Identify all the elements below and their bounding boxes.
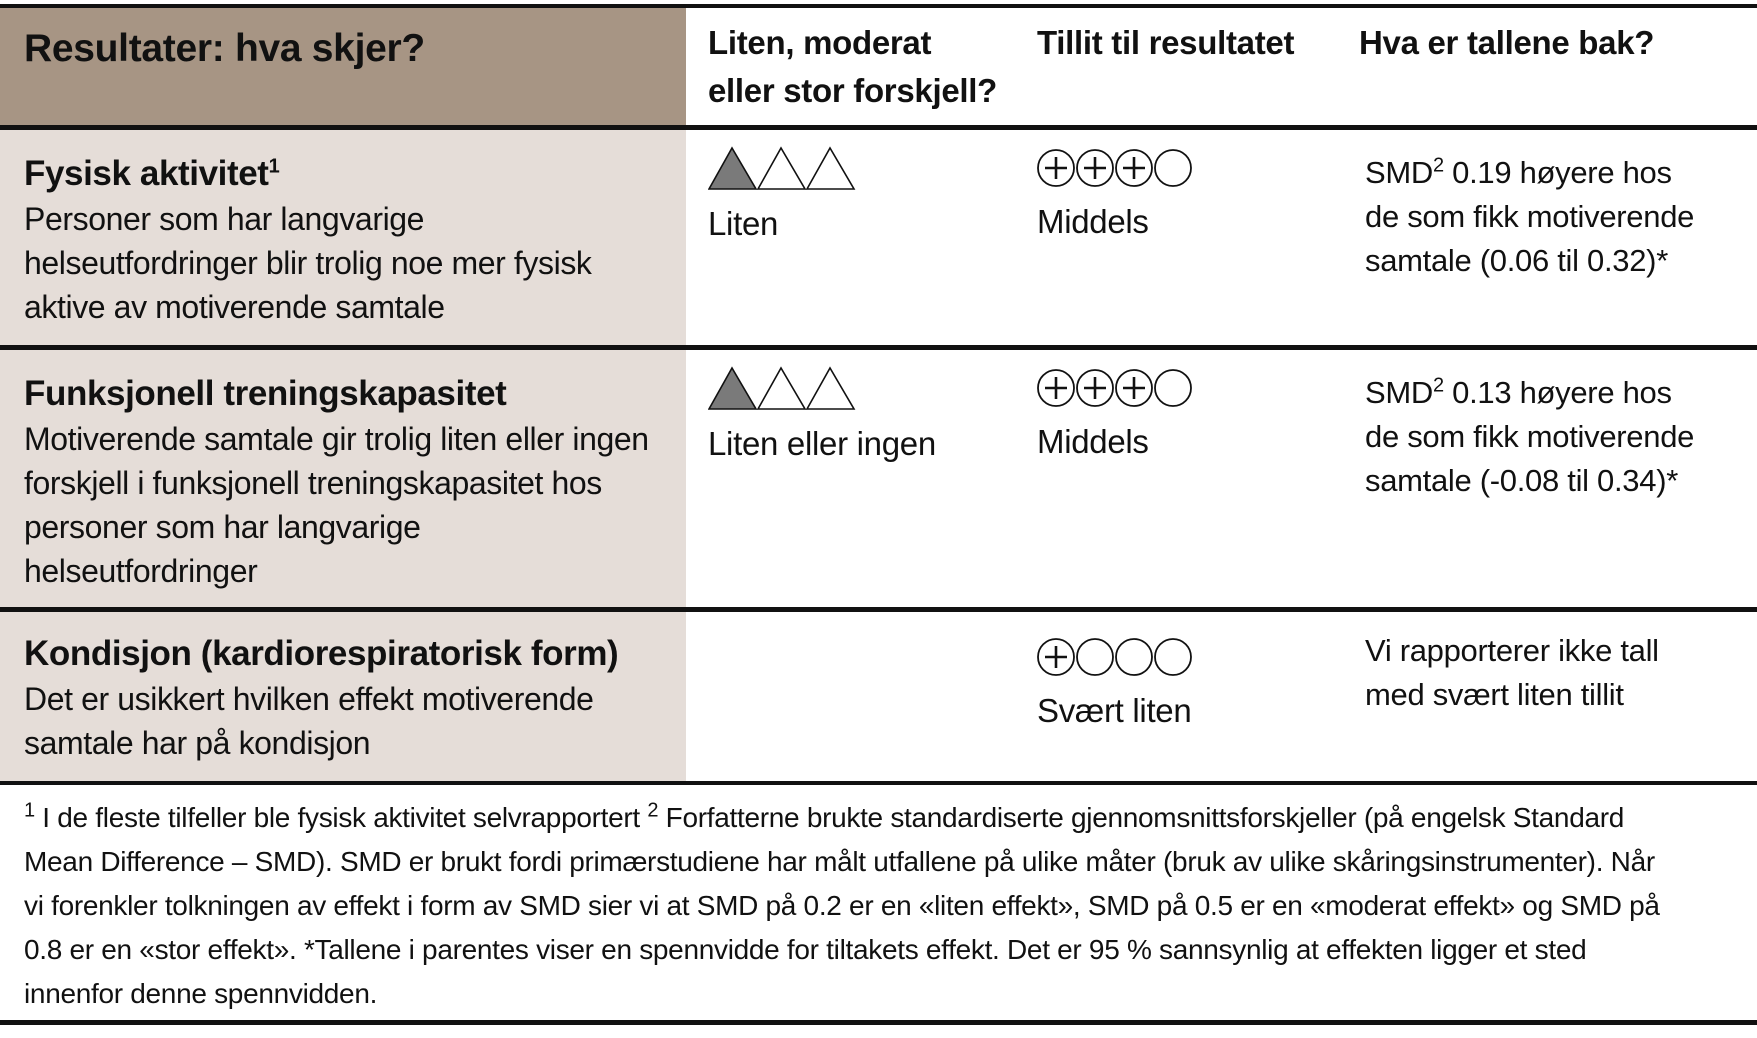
footnote-line: $^1$ I de fleste tilfeller ble fysisk aktivitet selvrapportert $^2$ Forfatterne brukte standardiserte gjennomsnittsforskjeller (på engelsk Standard: [24, 799, 1625, 833]
outcome-title: Kondisjon (kardiorespiratorisk form): [24, 634, 619, 673]
outcome-description-line: Personer som har langvarige: [24, 201, 425, 237]
header-row: [0, 7, 1757, 126]
footnote-line: innenfor denne spennvidden.: [24, 978, 378, 1009]
certainty-circles: [1037, 637, 1197, 679]
certainty-circle-icon: [1155, 150, 1191, 186]
effect-cell: [686, 129, 1016, 345]
certainty-cell: [1016, 611, 1346, 781]
effect-cell: [686, 349, 1016, 607]
effect-triangle-icon: [807, 148, 854, 189]
effect-triangle-icon: [758, 368, 805, 409]
outcome-description-line: Motiverende samtale gir trolig liten eller ingen: [24, 421, 649, 457]
footnote: [24, 796, 1740, 1016]
outcome-description-line: samtale har på kondisjon: [24, 725, 371, 761]
effect-cell-empty: [686, 611, 1016, 781]
header-numbers-cell: [1346, 7, 1757, 126]
certainty-cell: [1016, 129, 1346, 345]
outcome-row-functional-capacity: [0, 349, 1757, 607]
outcome-cell: [0, 129, 686, 345]
certainty-label: Middels: [1037, 423, 1149, 460]
header-effect-line2: eller stor forskjell?: [708, 72, 997, 109]
numbers-line: med svært liten tillit: [1365, 677, 1624, 712]
numbers-line: SMD$^2$ 0.19 høyere hos: [1365, 154, 1672, 190]
outcome-row-physical-activity: [0, 129, 1757, 345]
rule-row-divider: [0, 345, 1757, 350]
outcome-description-line: Det er usikkert hvilken effekt motiverende: [24, 681, 594, 717]
rule-under-header: [0, 125, 1757, 130]
numbers-cell: [1346, 611, 1757, 781]
numbers-cell: [1346, 129, 1757, 345]
header-certainty-cell: [1016, 7, 1346, 126]
triangle-icons: [708, 366, 858, 412]
outcome-description-line: forskjell i funksjonell treningskapasitet hos: [24, 465, 602, 501]
rule-top: [0, 4, 1757, 8]
header-effect-line1: Liten, moderat: [708, 24, 932, 61]
footnote-ref: 1: [268, 155, 280, 178]
header-effect-cell: [686, 7, 1016, 126]
effect-triangle-icon: [758, 148, 805, 189]
numbers-line: de som fikk motiverende: [1365, 199, 1695, 234]
numbers-line: SMD$^2$ 0.13 høyere hos: [1365, 374, 1672, 410]
certainty-circles: [1037, 368, 1197, 410]
header-numbers: Hva er tallene bak?: [1359, 24, 1655, 61]
effect-label: Liten: [708, 205, 779, 242]
outcome-cell: [0, 349, 686, 607]
footnote-line: 0.8 er en «stor effekt». *Tallene i parentes viser en spennvidde for tiltakets effekt. Det er 95 % sannsynlig at effekten ligger et sted: [24, 934, 1587, 965]
outcome-description-line: personer som har langvarige: [24, 509, 421, 545]
outcome-cell: [0, 611, 686, 781]
certainty-label: Svært liten: [1037, 692, 1192, 729]
certainty-circle-icon: [1155, 370, 1191, 406]
outcome-title: Fysisk aktivitet$^1$: [24, 154, 280, 193]
footnote-line: vi forenkler tolkningen av effekt i form av SMD sier vi at SMD på 0.2 er en «liten effekt», SMD på 0.5 er en «moderat effekt» og SMD på: [24, 890, 1660, 921]
triangle-icons: [708, 146, 858, 192]
effect-label: Liten eller ingen: [708, 425, 936, 462]
outcome-description-line: aktive av motiverende samtale: [24, 289, 445, 325]
outcome-row-fitness: [0, 611, 1757, 781]
numbers-line: samtale (0.06 til 0.32)*: [1365, 243, 1668, 278]
effect-triangle-icon: [709, 368, 756, 409]
certainty-circle-icon: [1116, 639, 1152, 675]
rule-above-footnote: [0, 781, 1757, 785]
outcome-description-line: helseutfordringer blir trolig noe mer fysisk: [24, 245, 592, 281]
certainty-label: Middels: [1037, 203, 1149, 240]
certainty-circles: [1037, 148, 1197, 190]
header-title: Resultater: hva skjer?: [24, 27, 425, 70]
rule-row-divider: [0, 607, 1757, 612]
rule-bottom: [0, 1020, 1757, 1025]
header-certainty: Tillit til resultatet: [1037, 24, 1295, 61]
numbers-line: Vi rapporterer ikke tall: [1365, 633, 1659, 668]
numbers-line: de som fikk motiverende: [1365, 419, 1695, 454]
footnote-line: Mean Difference – SMD). SMD er brukt fordi primærstudiene har målt utfallene på ulike måter (bruk av ulike skåringsinstrumenter). Når: [24, 846, 1655, 877]
outcome-description-line: helseutfordringer: [24, 553, 258, 589]
certainty-circle-icon: [1077, 639, 1113, 675]
numbers-cell: [1346, 349, 1757, 607]
certainty-circle-icon: [1155, 639, 1191, 675]
effect-triangle-icon: [709, 148, 756, 189]
certainty-cell: [1016, 349, 1346, 607]
header-title-cell: [0, 7, 686, 126]
effect-triangle-icon: [807, 368, 854, 409]
numbers-line: samtale (-0.08 til 0.34)*: [1365, 463, 1678, 498]
outcome-title: Funksjonell treningskapasitet: [24, 374, 507, 413]
